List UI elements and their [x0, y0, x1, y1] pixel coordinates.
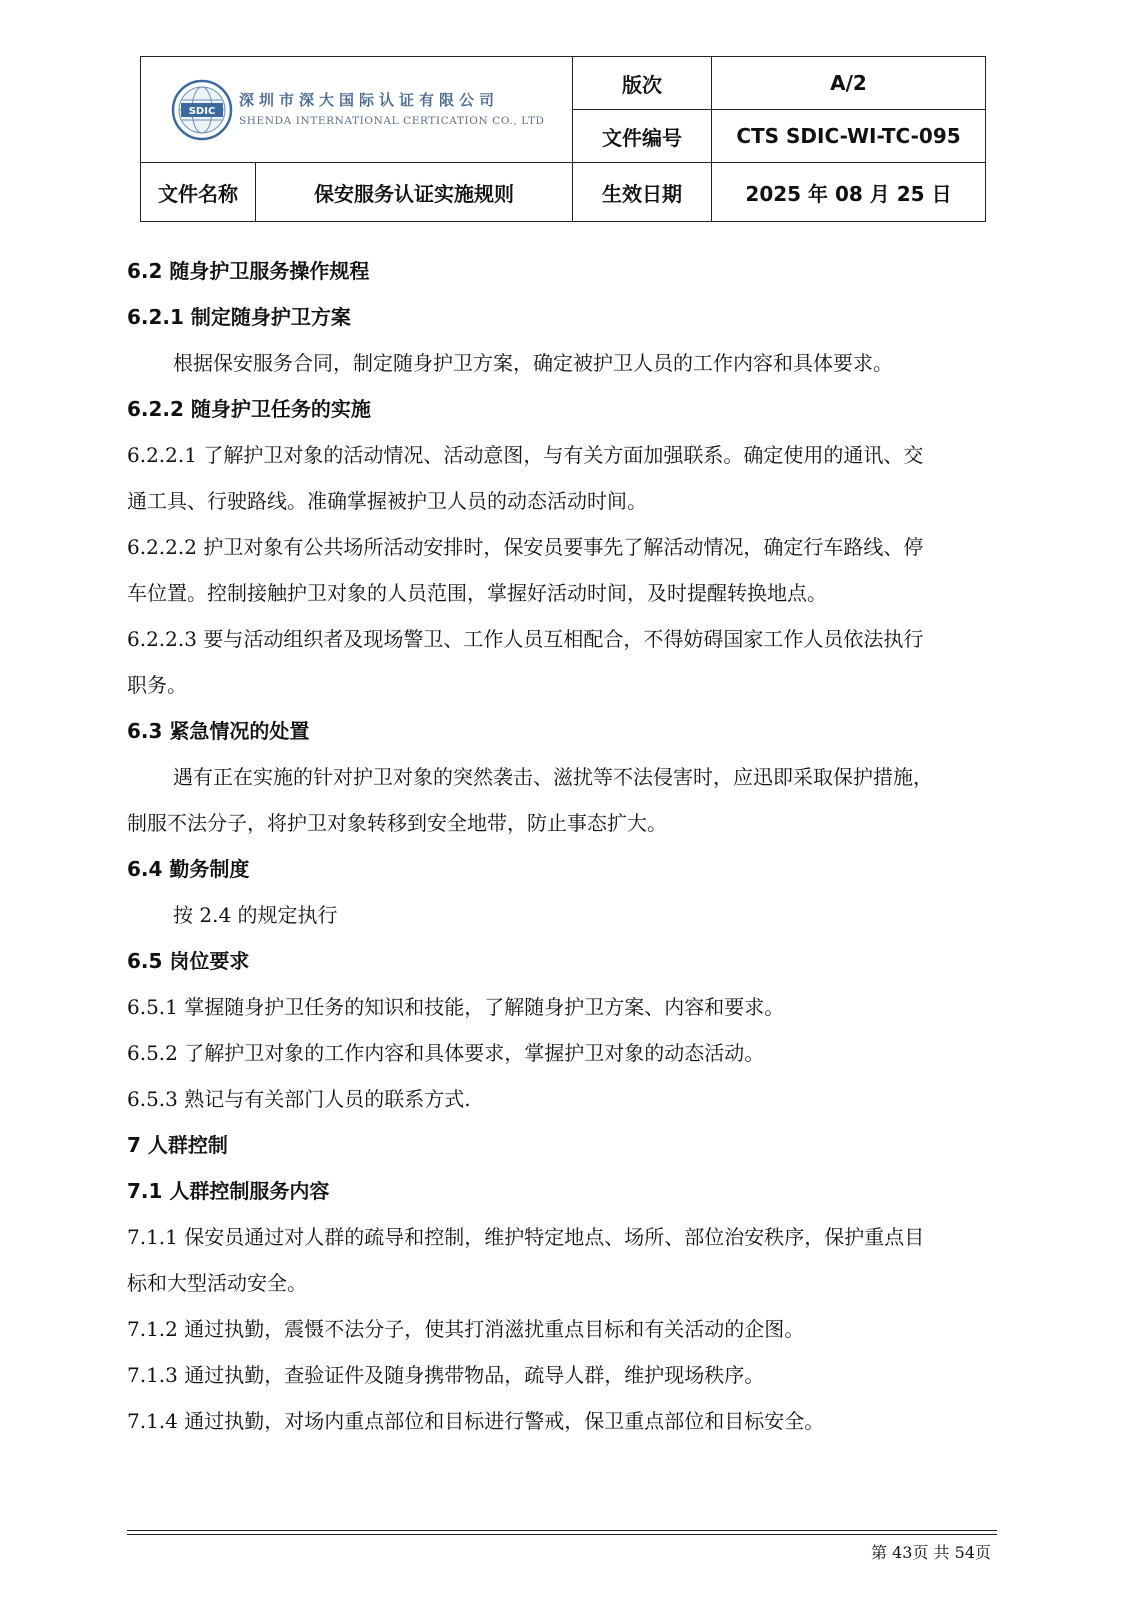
paragraph-line: 通工具、行驶路线。准确掌握被护卫人员的动态活动时间。 — [127, 489, 647, 513]
document-header-table — [140, 56, 986, 222]
document-body — [127, 248, 1027, 1444]
logo-emblem-text: SDIC — [188, 105, 216, 117]
paragraph-line: 6.2.2.2 护卫对象有公共场所活动安排时，保安员要事先了解活动情况，确定行车路线、停 — [127, 535, 924, 559]
company-name-en: SHENDA INTERNATIONAL CERTICATION CO., LTD — [239, 114, 545, 127]
paragraph-line: 车位置。控制接触护卫对象的人员范围，掌握好活动时间，及时提醒转换地点。 — [127, 581, 827, 605]
paragraph-line: 标和大型活动安全。 — [127, 1271, 307, 1295]
doc-name-label: 文件名称 — [141, 163, 256, 222]
effective-date-value: 2025 年 08 月 25 日 — [712, 163, 986, 222]
paragraph-line: 根据保安服务合同，制定随身护卫方案，确定被护卫人员的工作内容和具体要求。 — [173, 351, 893, 375]
section-heading: 7 人群控制 — [127, 1133, 228, 1157]
paragraph-line: 制服不法分子，将护卫对象转移到安全地带，防止事态扩大。 — [127, 811, 667, 835]
paragraph-line: 按 2.4 的规定执行 — [173, 903, 338, 927]
section-heading: 7.1 人群控制服务内容 — [127, 1179, 330, 1203]
paragraph-line: 7.1.1 保安员通过对人群的疏导和控制，维护特定地点、场所、部位治安秩序，保护重点目 — [127, 1225, 925, 1249]
paragraph-line: 6.5.3 熟记与有关部门人员的联系方式. — [127, 1087, 471, 1111]
paragraph-line: 6.2.2.1 了解护卫对象的活动情况、活动意图，与有关方面加强联系。确定使用的通讯、交 — [127, 443, 924, 467]
company-logo-cell — [141, 57, 573, 163]
paragraph-line: 6.2.2.3 要与活动组织者及现场警卫、工作人员互相配合，不得妨碍国家工作人员依法执行 — [127, 627, 924, 651]
paragraph-line: 7.1.4 通过执勤，对场内重点部位和目标进行警戒，保卫重点部位和目标安全。 — [127, 1409, 825, 1433]
page-number: 第 43页 共 54页 — [871, 1543, 991, 1562]
paragraph-line: 7.1.2 通过执勤，震慑不法分子，使其打消滋扰重点目标和有关活动的企图。 — [127, 1317, 805, 1341]
company-name-cn: 深圳市深大国际认证有限公司 — [239, 90, 500, 109]
doc-number-label: 文件编号 — [573, 110, 712, 163]
effective-date-label: 生效日期 — [573, 163, 712, 222]
section-heading: 6.5 岗位要求 — [127, 949, 250, 973]
footer-divider — [127, 1534, 997, 1535]
section-heading: 6.3 紧急情况的处置 — [127, 719, 310, 743]
section-heading: 6.4 勤务制度 — [127, 857, 250, 881]
version-value: A/2 — [712, 57, 986, 110]
doc-name-value: 保安服务认证实施规则 — [256, 163, 573, 222]
section-heading: 6.2.2 随身护卫任务的实施 — [127, 397, 371, 421]
company-logo-icon — [171, 79, 233, 141]
paragraph-line: 6.5.2 了解护卫对象的工作内容和具体要求，掌握护卫对象的动态活动。 — [127, 1041, 765, 1065]
section-heading: 6.2 随身护卫服务操作规程 — [127, 259, 370, 283]
paragraph-line: 6.5.1 掌握随身护卫任务的知识和技能，了解随身护卫方案、内容和要求。 — [127, 995, 785, 1019]
version-label: 版次 — [573, 57, 712, 110]
footer-divider — [127, 1530, 997, 1531]
doc-number-value: CTS SDIC-WI-TC-095 — [712, 110, 986, 163]
paragraph-line: 7.1.3 通过执勤，查验证件及随身携带物品，疏导人群，维护现场秩序。 — [127, 1363, 765, 1387]
paragraph-line: 遇有正在实施的针对护卫对象的突然袭击、滋扰等不法侵害时，应迅即采取保护措施， — [173, 765, 933, 789]
section-heading: 6.2.1 制定随身护卫方案 — [127, 305, 351, 329]
paragraph-line: 职务。 — [127, 673, 187, 697]
